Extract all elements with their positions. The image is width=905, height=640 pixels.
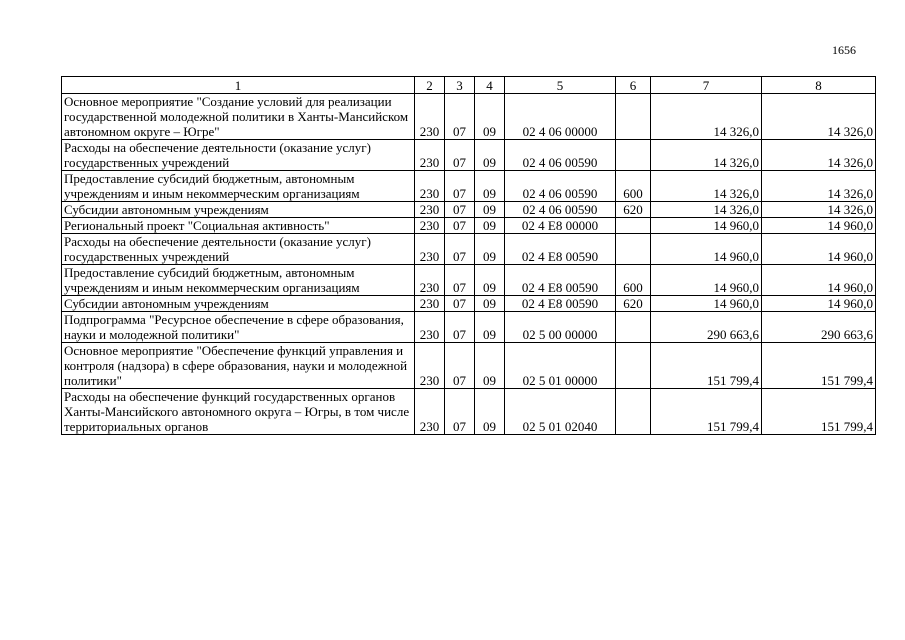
row-vr	[616, 343, 651, 389]
table-row	[62, 343, 876, 389]
row-name: Основное мероприятие "Создание условий для реализации государственной молодежной политики в Ханты-Мансийском автономном округе – Югре"	[62, 94, 415, 140]
row-pr: 09	[475, 312, 505, 343]
row-sum-2: 151 799,4	[762, 343, 876, 389]
row-name: Расходы на обеспечение функций государственных органов Ханты-Мансийского автономного округа – Югры, в том числе территориальных органов	[62, 389, 415, 435]
row-sum-1: 14 326,0	[651, 202, 762, 218]
table-row	[62, 140, 876, 171]
row-sum-2: 151 799,4	[762, 389, 876, 435]
row-vr	[616, 389, 651, 435]
row-sum-2: 14 326,0	[762, 202, 876, 218]
row-pr: 09	[475, 343, 505, 389]
col-header: 4	[475, 77, 505, 94]
row-grbs: 230	[415, 171, 445, 202]
row-name: Расходы на обеспечение деятельности (оказание услуг) государственных учреждений	[62, 234, 415, 265]
col-header: 1	[62, 77, 415, 94]
table-row	[62, 265, 876, 296]
col-header: 3	[445, 77, 475, 94]
table-row	[62, 296, 876, 312]
row-sum-2: 14 326,0	[762, 171, 876, 202]
row-vr	[616, 234, 651, 265]
row-csr: 02 4 06 00000	[505, 94, 616, 140]
table-row	[62, 94, 876, 140]
row-sum-2: 14 960,0	[762, 218, 876, 234]
row-name: Предоставление субсидий бюджетным, автономным учреждениям и иным некоммерческим организациям	[62, 265, 415, 296]
table-row	[62, 171, 876, 202]
row-sum-1: 14 960,0	[651, 234, 762, 265]
col-header: 6	[616, 77, 651, 94]
row-vr	[616, 218, 651, 234]
row-sum-2: 14 326,0	[762, 140, 876, 171]
row-sum-1: 14 326,0	[651, 140, 762, 171]
row-rz: 07	[445, 343, 475, 389]
row-grbs: 230	[415, 296, 445, 312]
row-vr: 600	[616, 171, 651, 202]
row-grbs: 230	[415, 234, 445, 265]
row-pr: 09	[475, 234, 505, 265]
row-rz: 07	[445, 218, 475, 234]
row-grbs: 230	[415, 218, 445, 234]
table-row	[62, 202, 876, 218]
row-pr: 09	[475, 94, 505, 140]
row-sum-1: 14 960,0	[651, 265, 762, 296]
row-pr: 09	[475, 218, 505, 234]
row-csr: 02 4 06 00590	[505, 140, 616, 171]
row-pr: 09	[475, 202, 505, 218]
row-sum-2: 14 960,0	[762, 234, 876, 265]
row-rz: 07	[445, 140, 475, 171]
row-pr: 09	[475, 265, 505, 296]
row-sum-2: 290 663,6	[762, 312, 876, 343]
row-pr: 09	[475, 296, 505, 312]
row-name: Подпрограмма "Ресурсное обеспечение в сфере образования, науки и молодежной политики"	[62, 312, 415, 343]
row-csr: 02 4 E8 00000	[505, 218, 616, 234]
row-rz: 07	[445, 312, 475, 343]
row-sum-1: 14 960,0	[651, 218, 762, 234]
row-vr: 600	[616, 265, 651, 296]
row-csr: 02 5 01 02040	[505, 389, 616, 435]
row-sum-1: 290 663,6	[651, 312, 762, 343]
col-header: 5	[505, 77, 616, 94]
row-rz: 07	[445, 171, 475, 202]
row-name: Субсидии автономным учреждениям	[62, 202, 415, 218]
row-grbs: 230	[415, 140, 445, 171]
row-vr	[616, 312, 651, 343]
row-vr	[616, 140, 651, 171]
page-number: 1656	[832, 43, 856, 57]
row-sum-1: 151 799,4	[651, 343, 762, 389]
row-rz: 07	[445, 94, 475, 140]
budget-table	[61, 76, 876, 435]
row-vr: 620	[616, 202, 651, 218]
row-sum-1: 151 799,4	[651, 389, 762, 435]
row-pr: 09	[475, 389, 505, 435]
row-csr: 02 5 01 00000	[505, 343, 616, 389]
row-name: Предоставление субсидий бюджетным, автономным учреждениям и иным некоммерческим организациям	[62, 171, 415, 202]
row-vr	[616, 94, 651, 140]
row-csr: 02 4 06 00590	[505, 202, 616, 218]
row-grbs: 230	[415, 389, 445, 435]
row-name: Основное мероприятие "Обеспечение функций управления и контроля (надзора) в сфере образования, науки и молодежной политики"	[62, 343, 415, 389]
col-header: 8	[762, 77, 876, 94]
row-pr: 09	[475, 140, 505, 171]
row-grbs: 230	[415, 312, 445, 343]
row-sum-2: 14 326,0	[762, 94, 876, 140]
row-vr: 620	[616, 296, 651, 312]
row-sum-1: 14 326,0	[651, 171, 762, 202]
col-header: 2	[415, 77, 445, 94]
row-rz: 07	[445, 234, 475, 265]
col-header: 7	[651, 77, 762, 94]
row-sum-2: 14 960,0	[762, 296, 876, 312]
table-row	[62, 389, 876, 435]
row-csr: 02 4 06 00590	[505, 171, 616, 202]
row-grbs: 230	[415, 343, 445, 389]
row-grbs: 230	[415, 202, 445, 218]
row-rz: 07	[445, 389, 475, 435]
row-sum-1: 14 960,0	[651, 296, 762, 312]
row-sum-2: 14 960,0	[762, 265, 876, 296]
row-csr: 02 4 E8 00590	[505, 296, 616, 312]
row-name: Субсидии автономным учреждениям	[62, 296, 415, 312]
table-row	[62, 312, 876, 343]
table-row	[62, 234, 876, 265]
row-name: Региональный проект "Социальная активность"	[62, 218, 415, 234]
row-csr: 02 5 00 00000	[505, 312, 616, 343]
row-grbs: 230	[415, 265, 445, 296]
row-csr: 02 4 E8 00590	[505, 234, 616, 265]
row-rz: 07	[445, 265, 475, 296]
row-sum-1: 14 326,0	[651, 94, 762, 140]
row-rz: 07	[445, 296, 475, 312]
row-pr: 09	[475, 171, 505, 202]
row-name: Расходы на обеспечение деятельности (оказание услуг) государственных учреждений	[62, 140, 415, 171]
header-row	[62, 77, 876, 94]
table-row	[62, 218, 876, 234]
row-grbs: 230	[415, 94, 445, 140]
row-csr: 02 4 E8 00590	[505, 265, 616, 296]
row-rz: 07	[445, 202, 475, 218]
